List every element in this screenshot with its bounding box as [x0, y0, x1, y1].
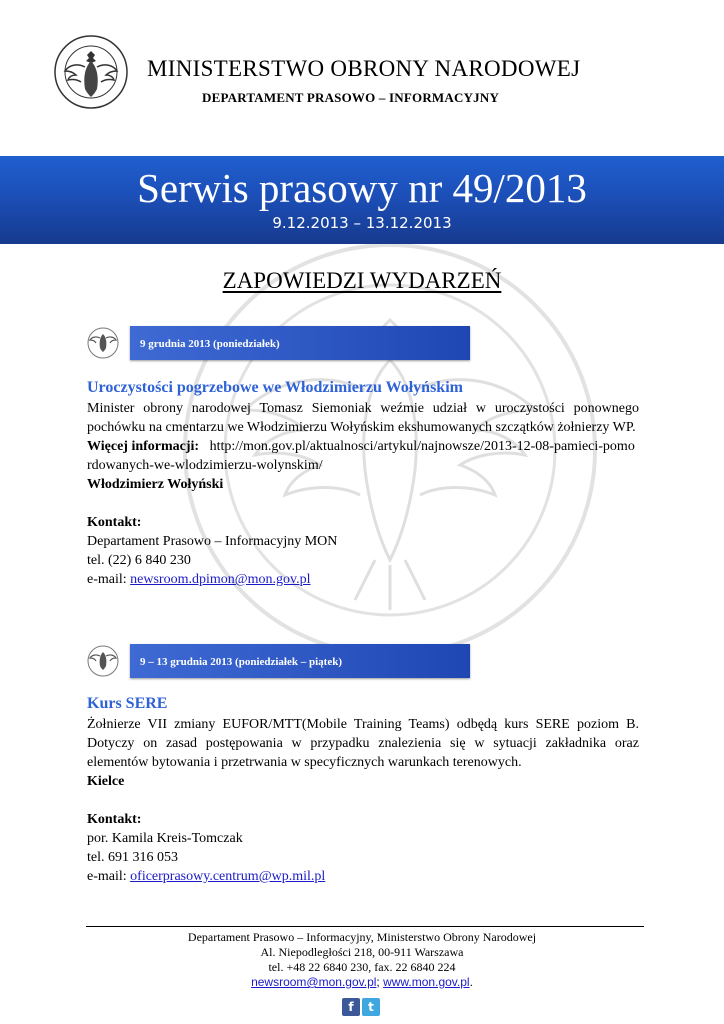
event-location: Kielce	[87, 774, 125, 789]
contact-label: Kontakt:	[87, 812, 142, 827]
more-info	[87, 437, 639, 475]
footer-website-link[interactable]: www.mon.gov.pl	[383, 975, 470, 989]
footer	[0, 930, 724, 990]
section-title: ZAPOWIEDZI WYDARZEŃ	[222, 268, 502, 293]
contact-email-link[interactable]: oficerprasowy.centrum@wp.mil.pl	[130, 869, 326, 884]
event-date-row	[86, 644, 470, 678]
event-description: Minister obrony narodowej Tomasz Siemoniak weźmie udział w uroczystości ponownego pochówku na cmentarzu we Włodzimierzu Wołyńskim ekshumowanych szczątków żołnierzy WP.	[87, 401, 639, 435]
contact-email-row: e-mail: newsroom.dpimon@mon.gov.pl	[87, 572, 311, 587]
contact-name: Departament Prasowo – Informacyjny MON	[87, 534, 338, 549]
social-icons	[342, 998, 382, 1018]
more-info-url[interactable]: http://mon.gov.pl/aktualnosci/artykul/najnowsze/2013-12-08-pamieci-pomordowanych-we-wlodzimierzu-wolynskim/	[87, 439, 635, 473]
title-banner	[0, 156, 724, 244]
footer-email-link[interactable]: newsroom@mon.gov.pl	[251, 975, 377, 989]
footer-phone: tel. +48 22 6840 230, fax. 22 6840 224	[268, 960, 456, 974]
footer-address: Al. Niepodległości 218, 00-911 Warszawa	[260, 945, 464, 959]
contact-email-row: e-mail: oficerprasowy.centrum@wp.mil.pl	[87, 869, 326, 884]
contact-phone: tel. (22) 6 840 230	[87, 553, 191, 568]
twitter-icon[interactable]: t	[362, 998, 380, 1016]
contact-name: por. Kamila Kreis-Tomczak	[87, 831, 243, 846]
eagle-icon	[86, 326, 120, 360]
footer-department: Departament Prasowo – Informacyjny, Ministerstwo Obrony Narodowej	[187, 930, 537, 944]
press-service-title: Serwis prasowy nr 49/2013	[137, 165, 587, 211]
department-name: DEPARTAMENT PRASOWO – INFORMACYJNY	[202, 90, 500, 105]
event-date-bar: 9 – 13 grudnia 2013 (poniedziałek – piątek)	[130, 644, 470, 678]
footer-divider	[86, 926, 644, 927]
event-block	[87, 378, 639, 589]
footer-links: newsroom@mon.gov.pl; www.mon.gov.pl.	[251, 975, 473, 989]
event-description: Żołnierze VII zmiany EUFOR/MTT(Mobile Training Teams) odbędą kurs SERE poziom B. Dotyczy on zasad postępowania w przypadku znalezienia się w sytuacji zakładnika oraz elementów bytowania i przetrwania w specyficznych warunkach terenowych.	[87, 717, 639, 770]
eagle-icon	[86, 644, 120, 678]
ministry-seal-icon	[52, 33, 130, 111]
contact-email-link[interactable]: newsroom.dpimon@mon.gov.pl	[130, 572, 311, 587]
event-date-bar: 9 grudnia 2013 (poniedziałek)	[130, 326, 470, 360]
contact-phone: tel. 691 316 053	[87, 850, 178, 865]
event-date-row	[86, 326, 470, 360]
press-service-dates: 9.12.2013 – 13.12.2013	[272, 214, 452, 232]
event-title: Uroczystości pogrzebowe we Włodzimierzu Wołyńskim	[87, 379, 463, 396]
ministry-name: MINISTERSTWO OBRONY NARODOWEJ	[147, 56, 581, 81]
event-location: Włodzimierz Wołyński	[87, 477, 224, 492]
event-title: Kurs SERE	[87, 695, 168, 712]
event-block	[87, 694, 639, 886]
contact-label: Kontakt:	[87, 515, 142, 530]
facebook-icon[interactable]: f	[342, 998, 360, 1016]
more-info-label: Więcej informacji:	[87, 439, 200, 454]
